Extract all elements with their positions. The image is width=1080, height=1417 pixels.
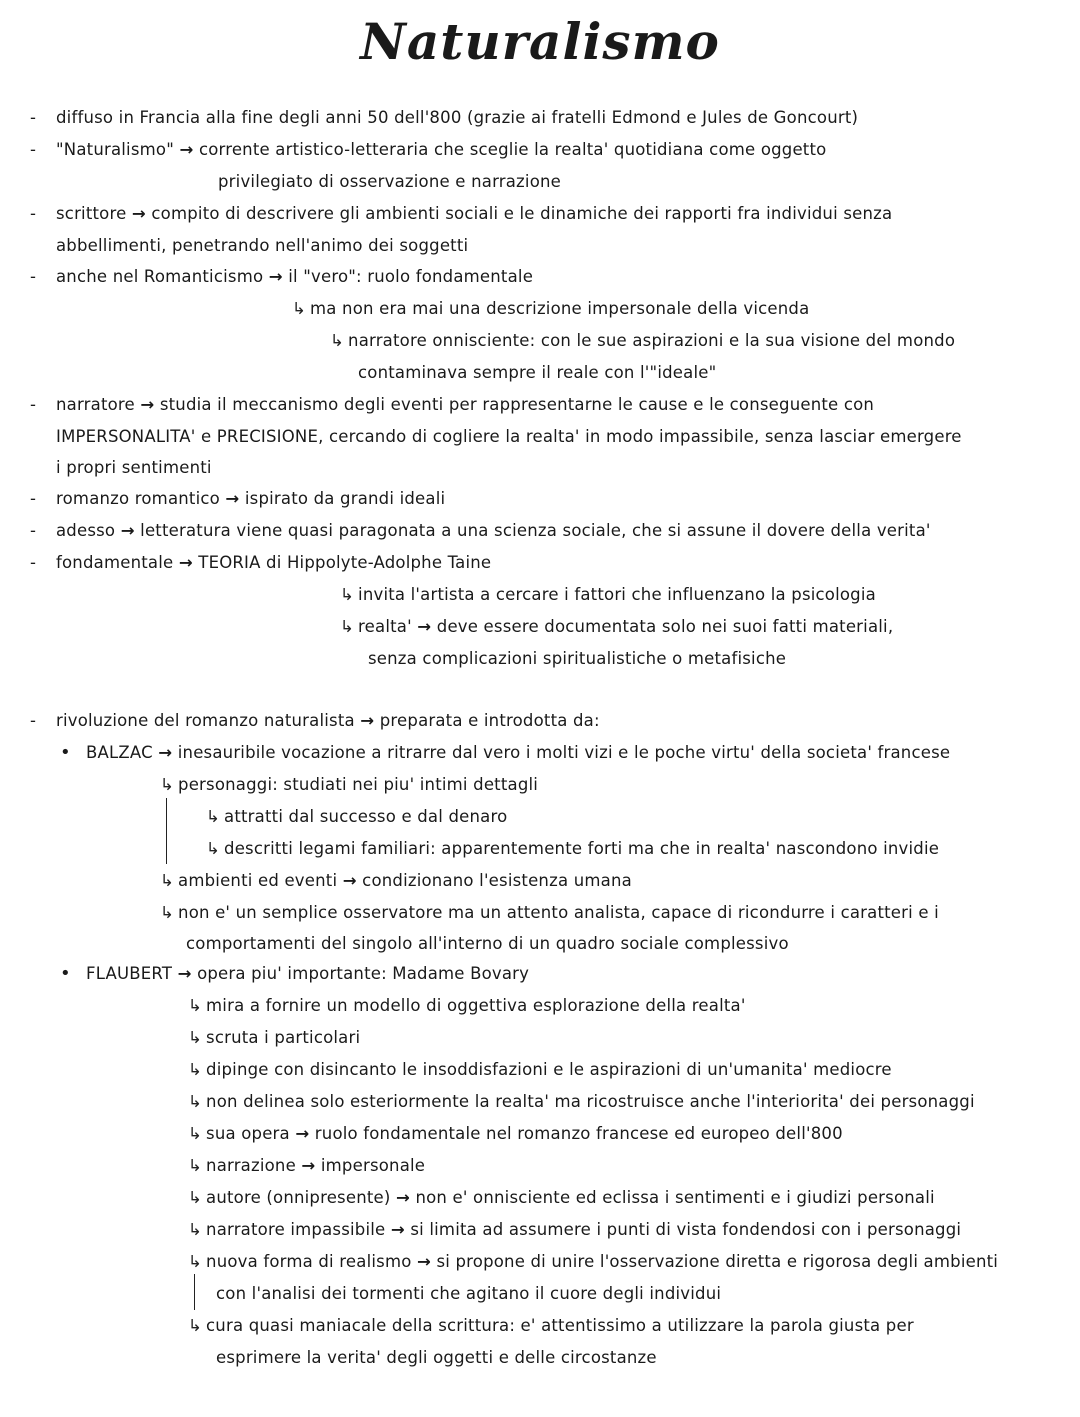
bracket-line [166, 798, 167, 864]
arrow-icon: → [140, 395, 155, 414]
text-span: condizionano l'esistenza umana [362, 871, 632, 890]
text-line: comportamenti del singolo all'interno di un quadro sociale complessivo [186, 934, 789, 953]
text-span: preparata e introdotta da: [379, 711, 600, 730]
text-line [188, 1252, 998, 1272]
text-line: contaminava sempre il reale con l'"ideale" [358, 363, 717, 382]
arrow-icon: → [360, 711, 375, 730]
hook-arrow-icon: ↳ [188, 996, 203, 1015]
list-dash: - [30, 711, 36, 730]
text-line [188, 1156, 425, 1176]
list-dash: - [30, 204, 36, 223]
arrow-icon: → [120, 521, 135, 540]
list-dash: - [30, 553, 36, 572]
bracket-line [194, 1274, 195, 1310]
arrow-icon: → [158, 743, 173, 762]
hook-arrow-icon: ↳ [188, 1092, 203, 1111]
hook-arrow-icon: ↳ [188, 1188, 203, 1207]
hook-arrow-icon: ↳ [188, 1028, 203, 1047]
text-line [86, 743, 950, 763]
text-line [188, 1028, 360, 1048]
text-span: invita l'artista a cercare i fattori che influenzano la psicologia [358, 585, 876, 604]
text-span: impersonale [320, 1156, 426, 1175]
term-label: autore (onnipresente) [206, 1188, 391, 1207]
arrow-icon: → [131, 204, 146, 223]
term-label: anche nel Romanticismo [56, 267, 264, 286]
hook-arrow-icon: ↳ [340, 585, 355, 604]
arrow-icon: → [417, 617, 432, 636]
arrow-icon: → [301, 1156, 316, 1175]
text-line: esprimere la verita' degli oggetti e delle circostanze [216, 1348, 657, 1367]
term-label: scrittore [56, 204, 127, 223]
hook-arrow-icon: ↳ [340, 617, 355, 636]
text-line: privilegiato di osservazione e narrazione [218, 172, 562, 191]
text-span: attratti dal successo e dal denaro [224, 807, 508, 826]
text-line [188, 1316, 914, 1336]
text-line [160, 871, 632, 891]
text-line [188, 1060, 892, 1080]
hook-arrow-icon: ↳ [206, 807, 221, 826]
list-dash: - [30, 140, 36, 159]
text-line [188, 1124, 843, 1144]
text-span: dipinge con disincanto le insoddisfazioni e le aspirazioni di un'umanita' mediocre [206, 1060, 892, 1079]
text-span: scruta i particolari [206, 1028, 361, 1047]
text-span: mira a fornire un modello di oggettiva esplorazione della realta' [206, 996, 746, 1015]
hook-arrow-icon: ↳ [188, 1124, 203, 1143]
text-line [340, 617, 893, 637]
text-line [340, 585, 876, 605]
text-span: descritti legami familiari: apparentemente forti ma che in realta' nascondono invidie [224, 839, 940, 858]
text-line [292, 299, 809, 319]
text-span: ma non era mai una descrizione impersonale della vicenda [310, 299, 810, 318]
text-line [206, 839, 939, 859]
text-span: il "vero": ruolo fondamentale [288, 267, 534, 286]
hook-arrow-icon: ↳ [188, 1316, 203, 1335]
hook-arrow-icon: ↳ [160, 903, 175, 922]
text-line [188, 1092, 975, 1112]
list-dash: - [30, 267, 36, 286]
text-line [56, 489, 445, 509]
text-line [188, 1220, 961, 1240]
hook-arrow-icon: ↳ [206, 839, 221, 858]
text-line [56, 204, 892, 224]
term-label: nuova forma di realismo [206, 1252, 412, 1271]
list-dash: - [30, 395, 36, 414]
text-line: abbellimenti, penetrando nell'animo dei soggetti [56, 236, 469, 255]
text-span: deve essere documentata solo nei suoi fatti materiali, [436, 617, 894, 636]
hook-arrow-icon: ↳ [188, 1060, 203, 1079]
text-line [160, 775, 538, 795]
text-span: opera piu' importante: Madame Bovary [197, 964, 530, 983]
text-line [56, 553, 491, 573]
bullet: • [60, 742, 71, 763]
text-span: cura quasi maniacale della scrittura: e' attentissimo a utilizzare la parola giusta per [206, 1316, 914, 1335]
term-label: rivoluzione del romanzo naturalista [56, 711, 355, 730]
hook-arrow-icon: ↳ [330, 331, 345, 350]
arrow-icon: → [268, 267, 283, 286]
text-span: non delinea solo esteriormente la realta' ma ricostruisce anche l'interiorita' dei personaggi [206, 1092, 975, 1111]
arrow-icon: → [225, 489, 240, 508]
text-line [56, 140, 826, 160]
text-span: corrente artistico-letteraria che sceglie la realta' quotidiana come oggetto [198, 140, 827, 159]
text-span: personaggi: studiati nei piu' intimi dettagli [178, 775, 539, 794]
hook-arrow-icon: ↳ [188, 1156, 203, 1175]
arrow-icon: → [390, 1220, 405, 1239]
hook-arrow-icon: ↳ [188, 1220, 203, 1239]
text-line: con l'analisi dei tormenti che agitano il cuore degli individui [216, 1284, 722, 1303]
page-title: Naturalismo [360, 12, 720, 71]
term-label: ambienti ed eventi [178, 871, 338, 890]
term-label: adesso [56, 521, 116, 540]
text-span: inesauribile vocazione a ritrarre dal vero i molti vizi e le poche virtu' della societa' francese [177, 743, 951, 762]
text-line: IMPERSONALITA' e PRECISIONE, cercando di cogliere la realta' in modo impassibile, senza lasciar emergere [56, 427, 962, 446]
author-label: FLAUBERT [86, 964, 173, 983]
term-label: "Naturalismo" [56, 140, 174, 159]
list-dash: - [30, 489, 36, 508]
text-span: non e' onnisciente ed eclissa i sentimenti e i giudizi personali [415, 1188, 935, 1207]
text-line [188, 996, 746, 1016]
text-span: TEORIA di Hippolyte-Adolphe Taine [198, 553, 492, 572]
text-line: senza complicazioni spiritualistiche o metafisiche [368, 649, 787, 668]
arrow-icon: → [342, 871, 357, 890]
term-label: realta' [358, 617, 412, 636]
arrow-icon: → [179, 140, 194, 159]
text-span: letteratura viene quasi paragonata a una scienza sociale, che si assune il dovere della verita' [140, 521, 931, 540]
term-label: narratore impassibile [206, 1220, 386, 1239]
text-span: narratore onnisciente: con le sue aspirazioni e la sua visione del mondo [348, 331, 956, 350]
author-label: BALZAC [86, 743, 153, 762]
hook-arrow-icon: ↳ [188, 1252, 203, 1271]
text-line [56, 395, 874, 415]
arrow-icon: → [295, 1124, 310, 1143]
text-line [56, 267, 533, 287]
arrow-icon: → [177, 964, 192, 983]
arrow-icon: → [416, 1252, 431, 1271]
hook-arrow-icon: ↳ [160, 871, 175, 890]
text-span: compito di descrivere gli ambienti sociali e le dinamiche dei rapporti fra individui senza [151, 204, 893, 223]
text-line [86, 964, 529, 984]
text-span: si propone di unire l'osservazione diretta e rigorosa degli ambienti [436, 1252, 999, 1271]
hook-arrow-icon: ↳ [292, 299, 307, 318]
text-span: ispirato da grandi ideali [244, 489, 446, 508]
text-line [56, 711, 600, 731]
list-dash: - [30, 521, 36, 540]
term-label: romanzo romantico [56, 489, 220, 508]
arrow-icon: → [178, 553, 193, 572]
text-line: i propri sentimenti [56, 458, 212, 477]
text-line: diffuso in Francia alla fine degli anni 50 dell'800 (grazie ai fratelli Edmond e Jules de Goncourt) [56, 108, 859, 127]
text-span: non e' un semplice osservatore ma un attento analista, capace di ricondurre i caratteri e i [178, 903, 939, 922]
text-line [206, 807, 507, 827]
text-span: si limita ad assumere i punti di vista fondendosi con i personaggi [410, 1220, 962, 1239]
term-label: narratore [56, 395, 135, 414]
arrow-icon: → [395, 1188, 411, 1207]
bullet: • [60, 963, 71, 984]
text-span: ruolo fondamentale nel romanzo francese ed europeo dell'800 [314, 1124, 843, 1143]
text-line [330, 331, 955, 351]
text-span: studia il meccanismo degli eventi per rappresentarne le cause e le conseguente con [159, 395, 875, 414]
list-dash: - [30, 108, 36, 127]
term-label: sua opera [206, 1124, 290, 1143]
hook-arrow-icon: ↳ [160, 775, 175, 794]
term-label: narrazione [206, 1156, 296, 1175]
term-label: fondamentale [56, 553, 174, 572]
text-line [188, 1188, 935, 1208]
text-line [56, 521, 931, 541]
text-line [160, 903, 939, 923]
